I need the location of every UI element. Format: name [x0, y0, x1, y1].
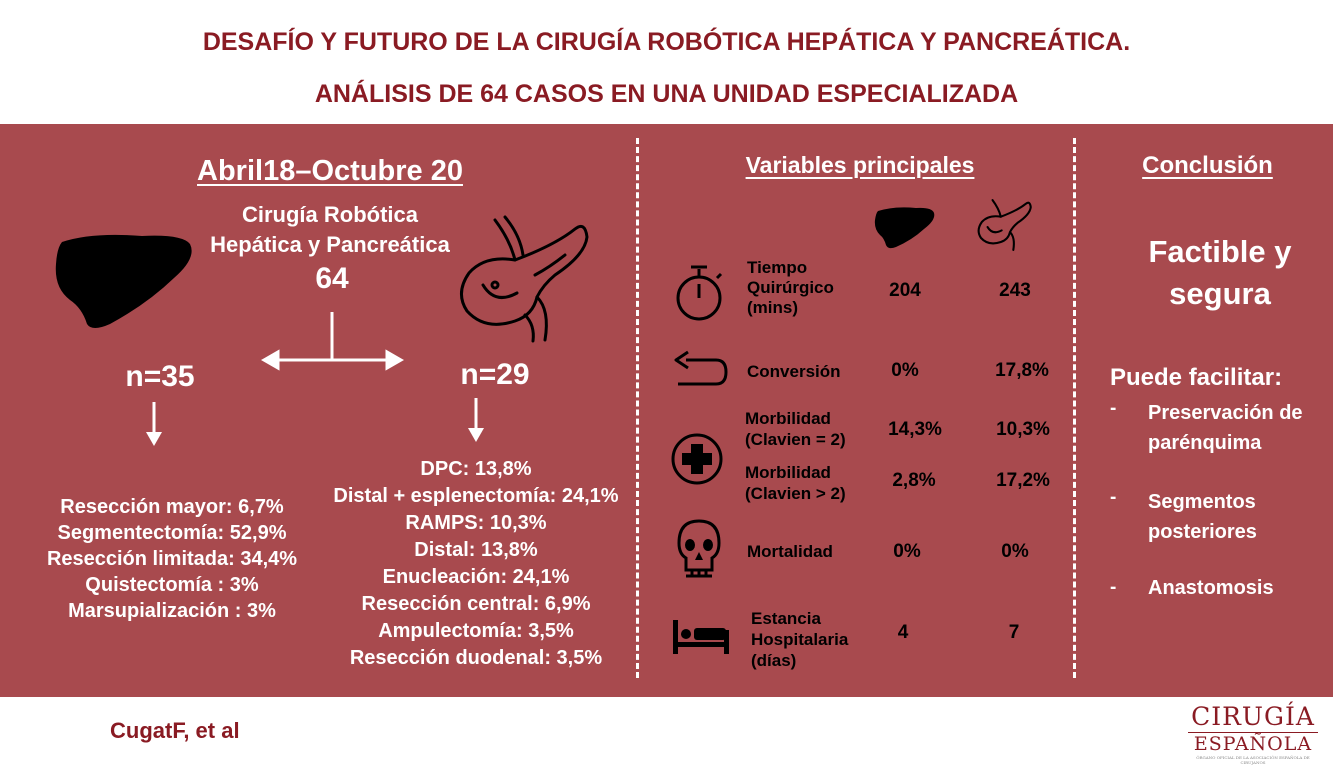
title-line-1: DESAFÍO Y FUTURO DE LA CIRUGÍA ROBÓTICA HEPÁTICA Y PANCREÁTICA.: [202, 28, 1131, 56]
list-item: Distal + esplenectomía: 24,1%: [333, 485, 619, 507]
liver-count: n=35: [125, 360, 195, 393]
list-item: Marsupialización : 3%: [68, 600, 276, 622]
author-credit: CugatF, et al: [110, 718, 240, 743]
row-label-operative-time: Tiempo Quirúrgico (mins): [747, 258, 834, 317]
row-label-mortality: Mortalidad: [747, 542, 833, 561]
value-pancreas-conversion: 17,8%: [995, 360, 1049, 381]
pancreas-column-icon: [973, 198, 1037, 252]
list-item: RAMPS: 10,3%: [405, 512, 547, 534]
hospital-bed-icon: [671, 616, 731, 656]
liver-down-arrow: [144, 402, 164, 448]
branch-arrows: [260, 310, 405, 375]
value-liver-morbidity-2: 14,3%: [888, 419, 942, 440]
return-arrow-icon: [672, 350, 728, 390]
list-item: Ampulectomía: 3,5%: [378, 620, 574, 642]
liver-procedures-list: [22, 494, 322, 624]
pancreas-count: n=29: [460, 358, 530, 391]
bullet-dash: -: [1110, 398, 1117, 419]
value-liver-morbidity-gt-2: 2,8%: [892, 470, 936, 491]
pancreas-icon: [455, 215, 595, 345]
value-liver-hospital-stay: 4: [897, 622, 909, 643]
title-line-2: ANÁLISIS DE 64 CASOS EN UNA UNIDAD ESPECIALIZADA: [314, 80, 1019, 108]
value-liver-mortality: 0%: [893, 541, 921, 562]
conclusion-main-line-2: segura: [1169, 276, 1271, 311]
stopwatch-icon: [673, 262, 725, 324]
bullet-dash: -: [1110, 577, 1117, 598]
list-item: Resección central: 6,9%: [361, 593, 591, 615]
list-item: Resección limitada: 34,4%: [46, 548, 298, 570]
row-label-morbidity-clavien-2: Morbilidad (Clavien = 2): [745, 409, 846, 449]
value-liver-operative-time: 204: [889, 280, 921, 301]
row-label-conversion: Conversión: [747, 362, 841, 381]
column-divider-2: [1073, 138, 1076, 678]
period-heading: Abril18–Octubre 20: [197, 155, 463, 187]
list-item: Resección duodenal: 3,5%: [349, 647, 603, 669]
subtitle-line-2: Hepática y Pancreática: [210, 232, 450, 257]
pancreas-down-arrow: [466, 398, 486, 444]
value-pancreas-morbidity-2: 10,3%: [996, 419, 1050, 440]
value-pancreas-mortality: 0%: [1001, 541, 1029, 562]
liver-column-icon: [874, 205, 936, 250]
conclusion-item-1: Preservación de parénquima: [1148, 402, 1303, 454]
variables-heading: Variables principales: [745, 152, 975, 178]
subtitle-line-1: Cirugía Robótica: [241, 202, 418, 227]
list-item: Resección mayor: 6,7%: [60, 496, 284, 518]
liver-icon: [52, 228, 197, 333]
bullet-dash: -: [1110, 487, 1117, 508]
total-cases: 64: [315, 262, 349, 295]
row-label-hospital-stay: Estancia Hospitalaria (días): [751, 609, 849, 670]
skull-icon: [676, 518, 722, 580]
pancreas-procedures-list: [314, 456, 638, 672]
list-item: Enucleación: 24,1%: [382, 566, 570, 588]
medical-cross-icon: [670, 430, 724, 488]
list-item: Distal: 13,8%: [414, 539, 538, 561]
conclusion-main-line-1: Factible y: [1148, 234, 1292, 269]
list-item: Segmentectomía: 52,9%: [57, 522, 287, 544]
journal-logo: CIRUGÍA ESPAÑOLA ÓRGANO OFICIAL DE LA ASOCIACIÓN ESPAÑOLA DE CIRUJANOS: [1188, 702, 1318, 765]
conclusion-item-3: Anastomosis: [1148, 577, 1274, 599]
conclusion-heading: Conclusión: [1142, 152, 1273, 179]
value-pancreas-morbidity-gt-2: 17,2%: [996, 470, 1050, 491]
conclusion-item-2: Segmentos posteriores: [1148, 491, 1257, 543]
row-label-morbidity-clavien-gt-2: Morbilidad (Clavien > 2): [745, 463, 846, 503]
value-pancreas-hospital-stay: 7: [1008, 622, 1020, 643]
conclusion-subheading: Puede facilitar:: [1110, 364, 1283, 391]
list-item: Quistectomía : 3%: [85, 574, 259, 596]
value-liver-conversion: 0%: [891, 360, 919, 381]
list-item: DPC: 13,8%: [420, 458, 532, 480]
value-pancreas-operative-time: 243: [999, 280, 1031, 301]
